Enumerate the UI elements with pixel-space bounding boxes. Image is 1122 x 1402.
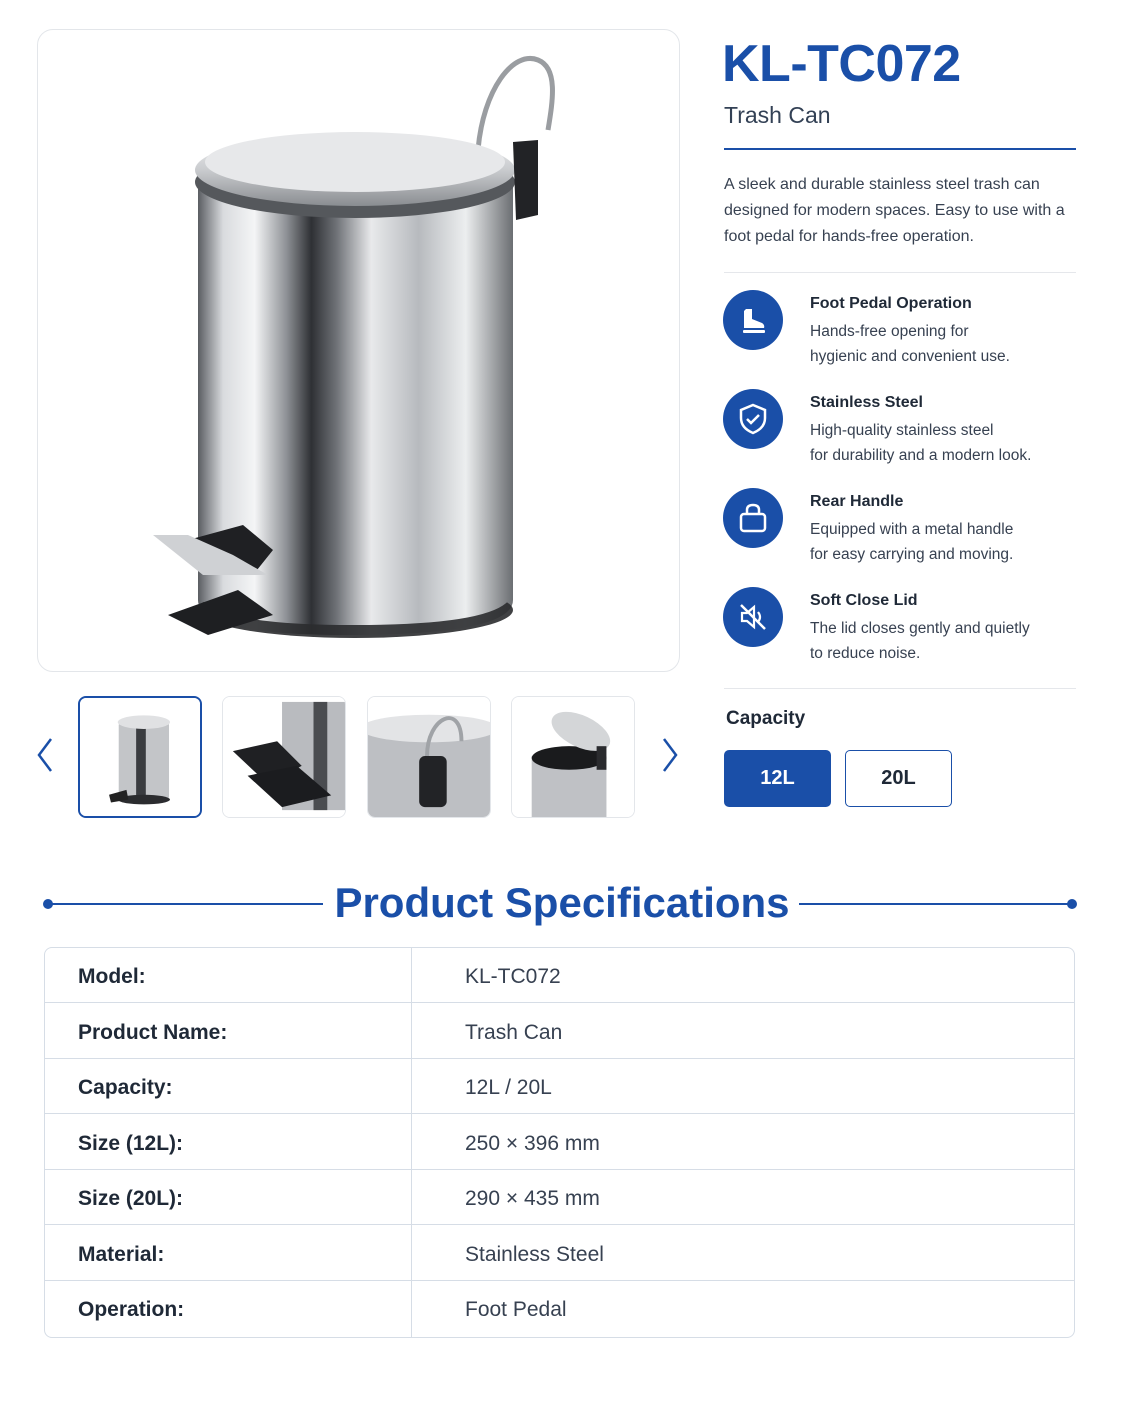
feature-title: Rear Handle	[810, 493, 904, 510]
thumbnail-prev-arrow[interactable]	[33, 735, 57, 775]
shoe-pedal-icon	[723, 290, 783, 350]
feature-rear-handle	[723, 488, 1083, 568]
mute-speaker-icon	[723, 587, 783, 647]
table-row	[45, 1281, 1074, 1336]
main-product-image	[37, 29, 680, 672]
feature-title: Stainless Steel	[810, 394, 923, 411]
thumbnail-pedal[interactable]	[222, 696, 346, 818]
feature-description	[810, 517, 1070, 567]
capacity-option-20l[interactable]: 20L	[845, 750, 952, 807]
table-row	[45, 1059, 1074, 1114]
chevron-left-icon	[33, 735, 57, 775]
table-row	[45, 1115, 1074, 1170]
spec-key: Size (20L):	[78, 1187, 184, 1210]
spec-value: Foot Pedal	[465, 1298, 567, 1321]
spec-value: 290 × 435 mm	[465, 1187, 600, 1210]
specifications-table	[44, 947, 1075, 1338]
capacity-label: Capacity	[726, 708, 806, 729]
spec-key: Product Name:	[78, 1020, 228, 1044]
feature-description-line: for easy carrying and moving.	[810, 546, 1014, 563]
spec-key: Material:	[78, 1242, 165, 1266]
trash-can-front-thumbnail-image	[80, 698, 200, 816]
table-row	[45, 948, 1074, 1003]
spec-key: Capacity:	[78, 1076, 173, 1099]
open-lid-thumbnail-image	[512, 697, 634, 817]
feature-description	[810, 418, 1070, 468]
spec-value: KL-TC072	[465, 965, 561, 988]
table-row	[45, 1004, 1074, 1059]
spec-value: Trash Can	[465, 1020, 563, 1044]
spec-value: 250 × 396 mm	[465, 1131, 600, 1155]
heading-right-dot	[1067, 899, 1077, 909]
spec-value: Stainless Steel	[465, 1242, 604, 1266]
feature-description-line: Hands-free opening for	[810, 323, 969, 340]
product-name: Trash Can	[724, 102, 831, 128]
spec-key: Model:	[78, 965, 146, 988]
chevron-right-icon	[658, 735, 682, 775]
table-row	[45, 1226, 1074, 1281]
title-divider	[724, 148, 1076, 150]
feature-title: Foot Pedal Operation	[810, 295, 972, 312]
bag-handle-icon	[723, 488, 783, 548]
spec-key: Operation:	[78, 1298, 185, 1321]
heading-right-line	[799, 903, 1071, 905]
thumbnail-next-arrow[interactable]	[658, 735, 682, 775]
feature-description-line: The lid closes gently and quietly	[810, 620, 1030, 637]
thumbnail-front[interactable]	[78, 696, 202, 818]
feature-soft-close-lid	[723, 587, 1083, 667]
trash-can-illustration	[38, 30, 680, 672]
feature-stainless-steel	[723, 389, 1083, 469]
capacity-option-12l[interactable]: 12L	[724, 750, 831, 807]
spec-key: Size (12L):	[78, 1131, 184, 1155]
heading-left-line	[50, 903, 323, 905]
feature-description-line: High-quality stainless steel	[810, 422, 994, 439]
feature-description	[810, 616, 1070, 666]
handle-closeup-thumbnail-image	[368, 697, 490, 817]
product-description: A sleek and durable stainless steel trash can designed for modern spaces. Easy to use with a foot pedal for hands-free operation.	[724, 176, 1065, 245]
table-row	[45, 1170, 1074, 1225]
feature-description-line: to reduce noise.	[810, 645, 921, 662]
spec-value: 12L / 20L	[465, 1076, 552, 1099]
feature-description	[810, 319, 1070, 369]
product-model: KL-TC072	[722, 35, 961, 93]
thumbnail-handle[interactable]	[367, 696, 491, 818]
shield-check-icon	[723, 389, 783, 449]
thumbnail-open-lid[interactable]	[511, 696, 635, 818]
features-divider	[724, 688, 1076, 689]
specifications-heading: Product Specifications	[334, 879, 790, 926]
feature-description-line: Equipped with a metal handle	[810, 521, 1014, 538]
description-divider	[724, 272, 1076, 273]
feature-foot-pedal	[723, 290, 1083, 370]
feature-description-line: hygienic and convenient use.	[810, 348, 1010, 365]
feature-description-line: for durability and a modern look.	[810, 447, 1032, 464]
pedal-closeup-thumbnail-image	[223, 697, 345, 817]
feature-title: Soft Close Lid	[810, 592, 918, 609]
